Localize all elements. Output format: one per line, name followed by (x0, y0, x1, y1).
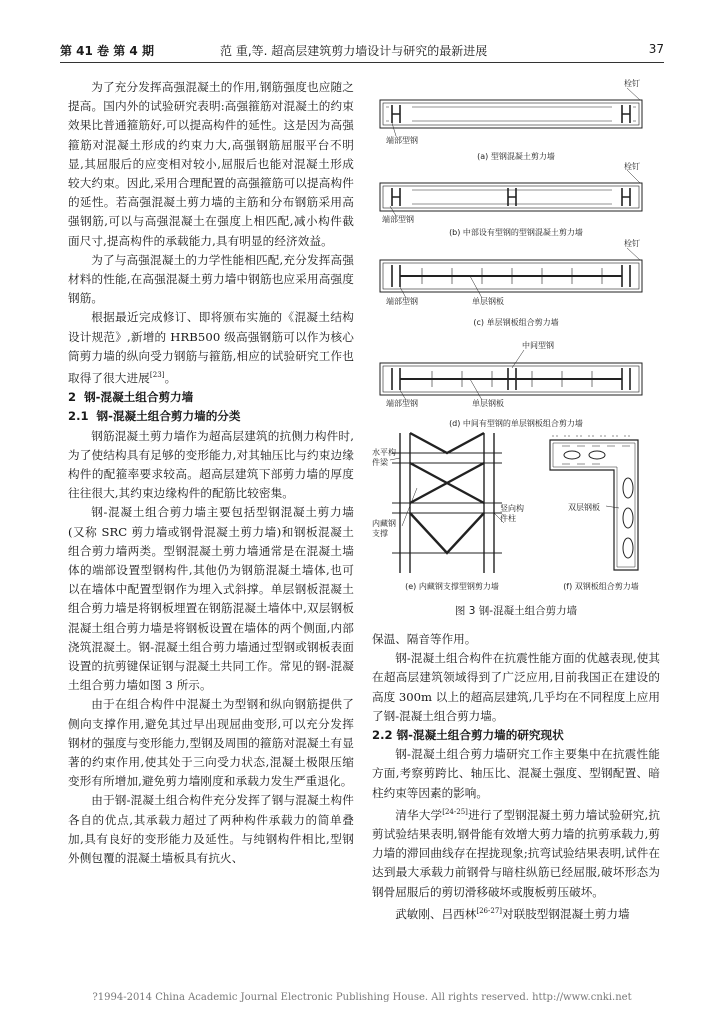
subcaption-d: (d) 中间有型钢的单层钢板组合剪力墙 (449, 419, 583, 428)
wall-a-drawing (380, 88, 642, 136)
label-shuxiang-2: 件柱 (500, 514, 516, 523)
running-header (60, 40, 664, 63)
label-zhongjian-d: 中间型钢 (522, 341, 554, 350)
wall-c-drawing (380, 248, 642, 298)
label-shuangceng: 双层钢板 (568, 503, 600, 512)
citation[interactable]: [23] (149, 371, 165, 380)
label-duanbu-d: 端部型钢 (386, 399, 418, 408)
label-shuiping-2: 件梁 (372, 458, 388, 467)
subsection-heading: 2.2 钢-混凝土组合剪力墙的研究现状 (372, 728, 564, 743)
paragraph: 武敏刚、吕西林[26-27]对联肢型钢混凝土剪力墙 (395, 906, 630, 921)
paragraph: 根据最近完成修订、即将颁布实施的《混凝土结构设计规范》,新增的 HRB500 级高强钢筋可以作为核心筒剪力墙的纵向受力钢筋与箍筋,相应的试验研究工作也取得了很大进展[23]。 (68, 310, 354, 385)
subsection-heading: 2.1 钢-混凝土组合剪力墙的分类 (68, 409, 241, 424)
label-duanbu-a: 端部型钢 (386, 136, 418, 145)
left-column (68, 78, 354, 868)
label-shuanding-c: 栓钉 (624, 239, 640, 248)
label-shuanding-a: 栓钉 (624, 79, 640, 88)
paragraph: 清华大学[24-25]进行了型钢混凝土剪力墙试验研究,抗剪试验结果表明,钢骨能有效增大剪力墙的抗剪承载力,剪力墙的滞回曲线存在捏拢现象;抗弯试验结果表明,试件在达到最大承载力前钢骨与暗柱纵筋已经屈服,破坏形态为钢骨屈服后的剪切滑移破坏或腹板剪压破坏。 (372, 807, 660, 899)
section-heading: 2 钢-混凝土组合剪力墙 (68, 390, 194, 405)
label-shuanding-b: 栓钉 (624, 162, 640, 171)
paragraph: 由于钢-混凝土组合构件充分发挥了钢与混凝土构件各自的优点,其承载力超过了两种构件承载力的简单叠加,具有良好的变形能力及延性。与纯钢构件相比,型钢外侧包覆的混凝土墙板具有抗火、 (68, 793, 354, 865)
wall-b-drawing (380, 170, 642, 216)
subcaption-f: (f) 双钢板组合剪力墙 (563, 582, 639, 591)
paragraph: 钢-混凝土组合剪力墙主要包括型钢混凝土剪力墙(又称 SRC 剪力墙或钢骨混凝土剪力墙)和钢板混凝土组合剪力墙两类。型钢混凝土剪力墙通常是在混凝土墙体的端部设置型钢构件,其他仍为钢筋混凝土墙体,也可以在墙体中配置型钢作为埋入式斜撑。单层钢板混凝土组合剪力墙是将钢板埋置在钢筋混凝土墙体中,双层钢板混凝土组合剪力墙是将钢板设置在墙体的两个侧面,内部浇筑混凝土。钢-混凝土组合剪力墙通过型钢或钢板表面设置的抗剪键保证钢与混凝土共同工作。常见的钢-混凝土组合剪力墙如图 3 所示。 (68, 505, 354, 693)
paragraph: 钢-混凝土组合构件在抗震性能方面的优越表现,使其在超高层建筑领域得到了广泛应用,目前我国正在建设的高度 300m 以上的超高层建筑,几乎均在不同程度上应用了钢-混凝土组合剪力墙。 (372, 651, 660, 723)
label-duanbu-b: 端部型钢 (382, 215, 414, 224)
label-neicang-1: 内藏钢 (372, 519, 396, 528)
citation[interactable]: [26-27] (476, 906, 503, 915)
label-neicang-2: 支撑 (372, 529, 388, 538)
subcaption-c: (c) 单层钢板组合剪力墙 (473, 318, 559, 327)
label-duanbu-c: 端部型钢 (386, 297, 418, 306)
paragraph: 为了充分发挥高强混凝土的作用,钢筋强度也应随之提高。国内外的试验研究表明:高强箍筋对混凝土的约束效果比普通箍筋好,可以提高构件的延性。这是因为高强箍筋对混凝土形成的约束力大,高强钢筋屈服平台不明显,其屈服后的应变相对较小,屈服后也能对混凝土形成较大约束。因此,采用合理配置的高强箍筋可以提高构件的延性。若高强混凝土剪力墙的主筋和分布钢筋采用高强钢筋,可以与高强混凝土在强度上相匹配,减小构件截面尺寸,提高构件的承载能力,具有明显的经济效益。 (68, 80, 354, 248)
wall-d-drawing (380, 350, 642, 400)
citation[interactable]: [24-25] (442, 807, 468, 816)
label-danceng-c: 单层钢板 (472, 297, 504, 306)
paragraph: 钢筋混凝土剪力墙作为超高层建筑的抗侧力构件时,为了使结构具有足够的变形能力,对其轴压比与约束边缘构件的配箍率要求较高。超高层建筑下部剪力墙的厚度往往很大,其约束边缘构件的配筋比较密集。 (68, 428, 354, 501)
figure-3 (372, 78, 660, 618)
subcaption-b: (b) 中部设有型钢的型钢混凝土剪力墙 (449, 228, 583, 237)
paragraph: 钢-混凝土组合剪力墙研究工作主要集中在抗震性能方面,考察剪跨比、轴压比、混凝土强度、型钢配置、暗柱约束等因素的影响。 (372, 747, 660, 800)
paragraph: 由于在组合构件中混凝土为型钢和纵向钢筋提供了侧向支撑作用,避免其过早出现屈曲变形,可以充分发挥钢材的强度与变形能力,型钢及周围的箍筋对混凝土有显著的约束作用,使其处于三向受力状态,混凝土极限压缩变形有所增加,避免剪力墙刚度和承载力发生严重退化。 (68, 697, 354, 789)
copyright-footer: ?1994-2014 China Academic Journal Electronic Publishing House. All rights reserved. http://www.cnki.net (92, 992, 632, 1003)
subcaption-e: (e) 内藏钢支撑型钢剪力墙 (405, 582, 499, 591)
running-title: 范 重,等. 超高层建筑剪力墙设计与研究的最新进展 (220, 44, 488, 58)
journal-volume: 第 41 卷 第 4 期 (60, 44, 154, 58)
label-shuxiang-1: 竖向构 (500, 504, 524, 513)
right-column (372, 630, 660, 924)
label-shuiping-1: 水平构 (372, 448, 396, 457)
paragraph: 保温、隔音等作用。 (372, 632, 477, 646)
subcaption-a: (a) 型钢混凝土剪力墙 (477, 152, 555, 161)
page-number: 37 (648, 42, 664, 56)
figure-caption: 图 3 钢-混凝土组合剪力墙 (454, 605, 578, 617)
wall-e-drawing (390, 433, 504, 573)
label-danceng-d: 单层钢板 (472, 399, 504, 408)
paragraph: 为了与高强混凝土的力学性能相匹配,充分发挥高强材料的性能,在高强混凝土剪力墙中钢筋也应采用高强度钢筋。 (68, 252, 354, 306)
